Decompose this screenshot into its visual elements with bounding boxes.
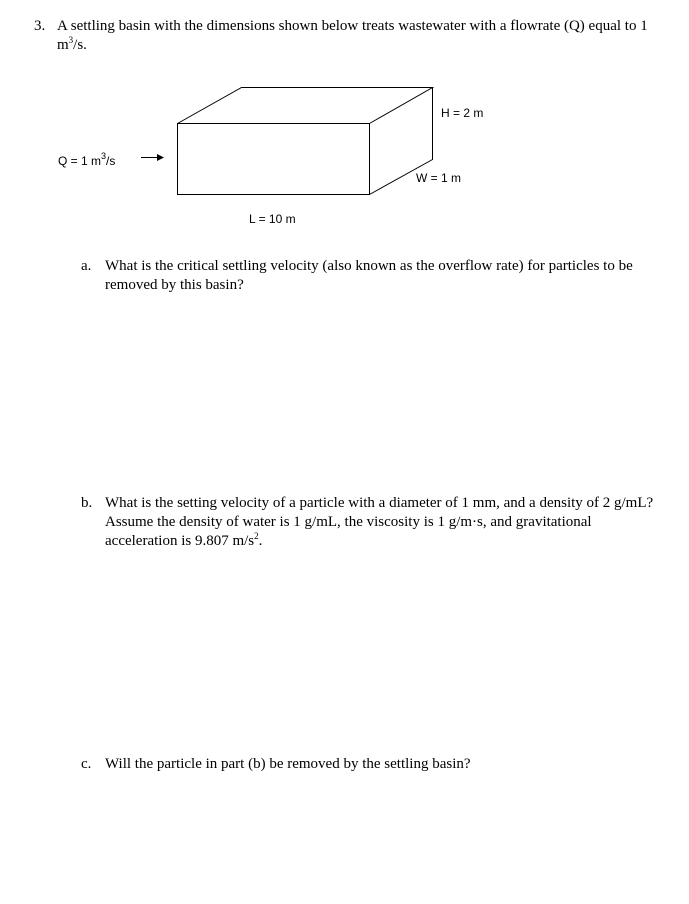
basin-front-face <box>178 124 370 195</box>
question-number: 3. <box>34 18 46 34</box>
part-a-text: What is the critical settling velocity (also known as the overflow rate) for particles to be removed by this basin? <box>105 258 633 293</box>
length-label: L = 10 m <box>249 212 296 226</box>
settling-basin-diagram <box>0 0 689 260</box>
width-label: W = 1 m <box>416 171 462 185</box>
part-c-text: Will the particle in part (b) be removed by the settling basin? <box>105 756 471 772</box>
part-c-letter: c. <box>81 756 92 772</box>
part-b-letter: b. <box>81 495 93 511</box>
part-b-text: What is the setting velocity of a particle with a diameter of 1 mm, and a density of 2 g/mL? Assume the density of water is 1 g/mL, the viscosity is 1 g/m·s, and gravitational acceleration is 9.807 $m/s^2$. <box>105 495 654 549</box>
height-label: H = 2 m <box>441 106 484 120</box>
flow-arrow-icon <box>157 154 164 161</box>
flow-rate-label: Q = 1 $m^3/s$ <box>58 151 116 168</box>
question-text: A settling basin with the dimensions shown below treats wastewater with a flowrate (Q) equal to 1 $m^3/s$. <box>57 18 648 53</box>
basin-top-face <box>178 88 433 124</box>
part-a-letter: a. <box>81 258 92 274</box>
